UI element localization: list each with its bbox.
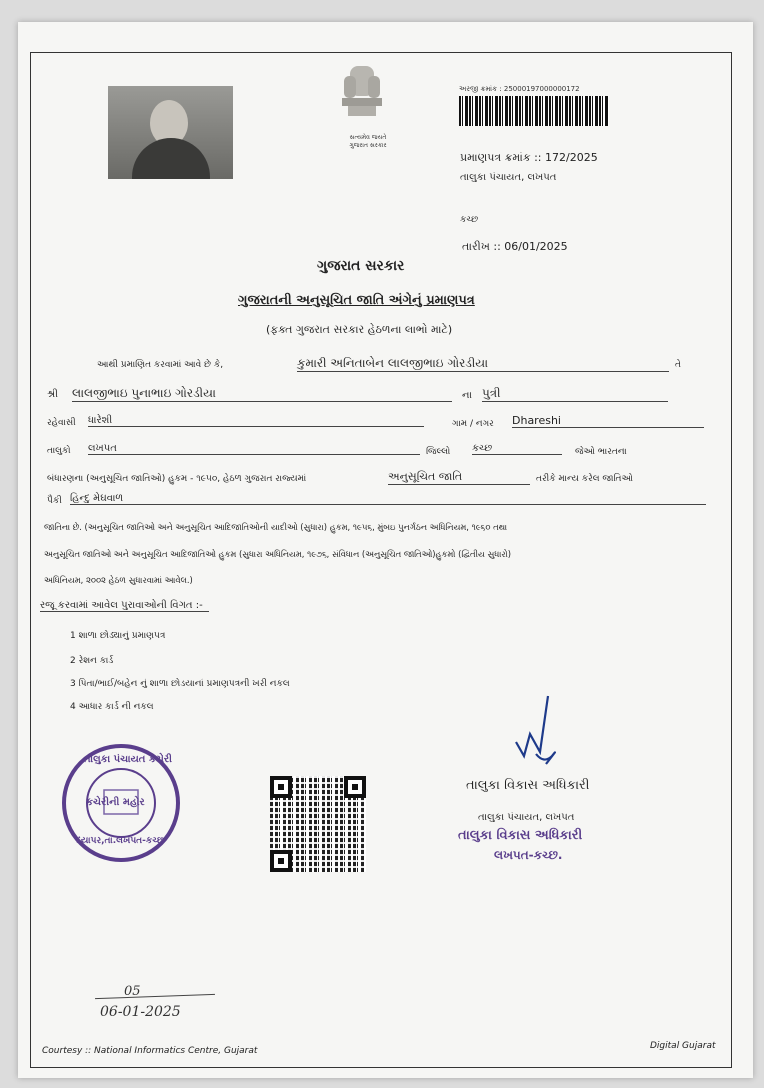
- state-emblem-icon: [330, 62, 394, 132]
- document-item: 2 રેશન કાર્ડ: [70, 656, 114, 666]
- paragraph-line-3: અધિનિયમ, ૨૦૦૨ હેઠળ સુધારવામાં આવેલ.): [44, 575, 193, 585]
- village-value: Dhareshi: [512, 414, 704, 428]
- officer-office: તાલુકા પંચાયત, લખપત: [478, 812, 575, 823]
- father-name: લાલજીભાઇ પુનાભાઇ ગોરડીયા: [72, 386, 452, 402]
- applicant-name: કુમારી અનિતાબેન લાલજીભાઇ ગોરડીયા: [297, 356, 669, 372]
- documents-heading: રજૂ કરવામાં આવેલ પુરાવાઓની વિગત :-: [40, 600, 209, 612]
- caste-value: હિન્દુ મેઘવાળ: [70, 493, 706, 505]
- na-text: ના: [462, 390, 472, 401]
- document-item: 4 આધાર કાર્ડ ની નકલ: [70, 702, 154, 712]
- seal-middle-text: કચેરીની મહોર: [86, 797, 145, 808]
- resident-label: રહેવાસી: [47, 418, 76, 428]
- paragraph-line-1: જાતિના છે. (અનુસૂચિત જાતિઓ અને અનુસૂચિત આદિજાતિઓની યાદીઓ (સુધારા) હુકમ, ૧૯૫૬, મુંબઇ પુનર્ગઠન અધિનિયમ, ૧૯૬૦ તથા: [44, 522, 508, 532]
- application-number: અરજી ક્રમાંક : 25000197000000172: [459, 85, 580, 93]
- paragraph-line-2: અનુસૂચિત જાતિઓ અને અનુસૂચિત આદિજાતિઓ હુકમ (સુધારા અધિનિયમ, ૧૯૭૬, સંવિધાન (અનુસૂચિત જાતિઓ)હુકમો (દ્વિતીય સુધારો): [44, 549, 512, 559]
- village-label: ગામ / નગર: [452, 419, 494, 429]
- caste-label: પૈકી: [47, 496, 62, 506]
- government-title: ગુજરાત સરકાર: [317, 258, 405, 274]
- taluka-value: લખપત: [88, 443, 420, 455]
- officer-stamp-line-1: તાલુકા વિકાસ અધિકારી: [458, 828, 583, 843]
- constitution-text: બંધારણના (અનુસૂચિત જાતિઓ) હુકમ - ૧૯૫૦, હેઠળ ગુજરાત રાજ્યમાં: [47, 474, 307, 484]
- barcode: [459, 96, 609, 126]
- officer-designation: તાલુકા વિકાસ અધિકારી: [466, 778, 590, 793]
- certificate-border: [30, 52, 732, 1068]
- handwritten-note: 05: [124, 984, 141, 999]
- applicant-photo: [108, 86, 233, 179]
- district-label: જિલ્લો: [426, 447, 451, 457]
- recognized-text: તરીકે માન્ય કરેલ જાતિઓ: [536, 474, 633, 484]
- issuing-office: તાલુકા પંચાયત, લખપત: [460, 172, 557, 183]
- certificate-title: ગુજરાતની અનુસૂચિત જાતિ અંગેનું પ્રમાણપત્ર: [238, 293, 475, 308]
- relation-value: પુત્રી: [482, 386, 668, 402]
- footer-digital-gujarat: Digital Gujarat: [650, 1041, 716, 1051]
- shri-label: શ્રી: [47, 389, 59, 400]
- intro-text: આથી પ્રમાણિત કરવામાં આવે છે કે,: [97, 360, 224, 370]
- issue-date: તારીખ :: 06/01/2025: [462, 240, 568, 253]
- document-item: 3 પિતા/ભાઈ/બહેન નું શાળા છોડયાનાં પ્રમાણપત્રની ખરી નકલ: [70, 679, 290, 689]
- resident-value: ધારેશી: [88, 415, 424, 427]
- category-value: અનુસૂચિત જાતિ: [388, 470, 530, 485]
- taluka-label: તાલુકો: [47, 446, 71, 456]
- issuing-district: કચ્છ: [460, 215, 479, 225]
- handwritten-date: 06-01-2025: [100, 1004, 181, 1020]
- signature-icon: [500, 694, 570, 786]
- india-text: જેઓ ભારતના: [575, 447, 627, 457]
- document-item: 1 શાળા છોડ્યાનું પ્રમાણપત્ર: [70, 631, 166, 641]
- certificate-number: પ્રમાણપત્ર ક્રમાંક :: 172/2025: [460, 151, 598, 164]
- te-text: તે: [675, 360, 681, 370]
- footer-courtesy: Courtesy :: National Informatics Centre, Gujarat: [42, 1046, 258, 1056]
- qr-code: [270, 776, 366, 872]
- seal-bottom-text: દયાપર,તા.લખપત-કચ્છ: [76, 836, 164, 846]
- seal-top-text: તાલુકા પંચાયત કચેરી: [84, 754, 172, 765]
- certificate-subtitle: (ફક્ત ગુજરાત સરકાર હેઠળના લાભો માટે): [266, 323, 453, 336]
- officer-stamp-line-2: લખપત-કચ્છ.: [494, 848, 563, 862]
- district-value: કચ્છ: [472, 443, 562, 455]
- emblem-caption: સત્યમેવ જયતે ગુજરાત સરકાર: [349, 134, 387, 149]
